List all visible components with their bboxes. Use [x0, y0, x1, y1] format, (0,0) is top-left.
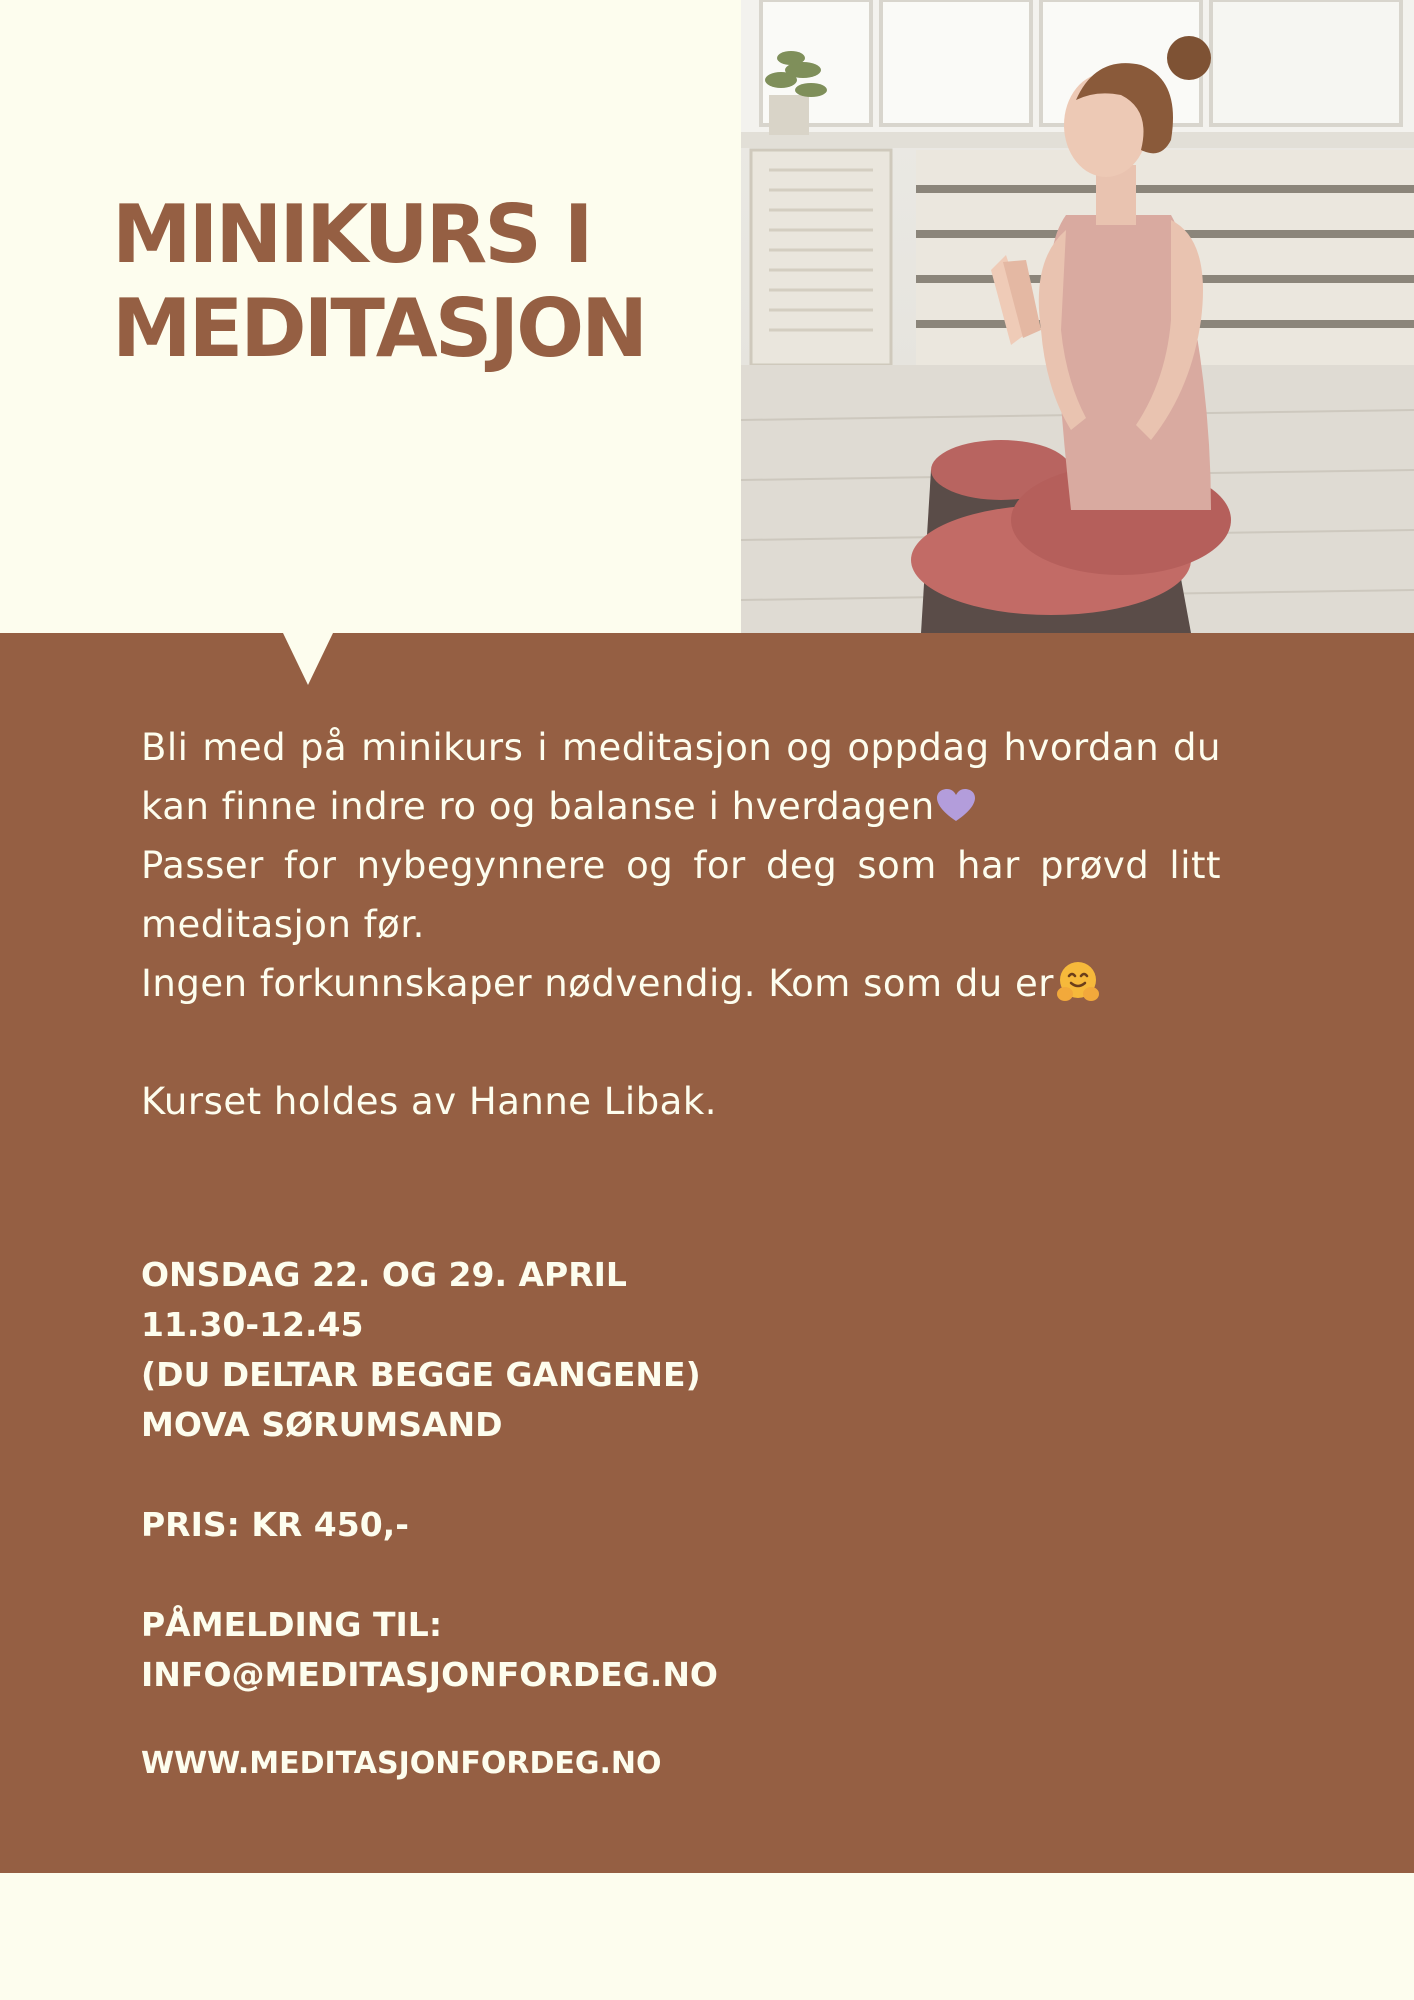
details-gap-1 [141, 1450, 1141, 1500]
purple-heart-icon [937, 789, 975, 823]
course-location: MOVA SØRUMSAND [141, 1405, 503, 1444]
signup-email[interactable]: INFO@MEDITASJONFORDEG.NO [141, 1655, 718, 1694]
page-title [112, 188, 712, 376]
details-gap-2 [141, 1550, 1141, 1600]
speech-notch [283, 633, 333, 685]
course-time: 11.30-12.45 [141, 1305, 364, 1344]
description-paragraph-2: Passer for nybegynnere og for deg som har prøvd litt meditasjon før. [141, 844, 1221, 946]
course-description [141, 718, 1221, 1131]
course-price: PRIS: KR 450,- [141, 1505, 409, 1544]
description-text-3: Ingen forkunnskaper nødvendig. Kom som du er [141, 962, 1054, 1005]
course-note: (DU DELTAR BEGGE GANGENE) [141, 1355, 701, 1394]
woman-meditating-icon [741, 0, 1414, 633]
course-details [141, 1250, 1141, 1700]
hugging-face-icon [1056, 960, 1100, 1004]
signup-label: PÅMELDING TIL: [141, 1605, 443, 1644]
website-link[interactable]: WWW.MEDITASJONFORDEG.NO [141, 1746, 662, 1781]
description-text-1: Bli med på minikurs i meditasjon og oppdag hvordan du kan finne indre ro og balanse i hverdagen [141, 726, 1221, 828]
title-line-2: MEDITASJON [112, 282, 646, 375]
meditation-photo [741, 0, 1414, 633]
description-paragraph-3 [141, 954, 1221, 1013]
description-spacer [141, 1013, 1221, 1072]
description-paragraph-4: Kurset holdes av Hanne Libak. [141, 1080, 718, 1123]
footer-strip [0, 1873, 1414, 2000]
course-dates: ONSDAG 22. OG 29. APRIL [141, 1255, 627, 1294]
description-paragraph-1 [141, 718, 1221, 836]
title-line-1: MINIKURS I [112, 188, 591, 281]
